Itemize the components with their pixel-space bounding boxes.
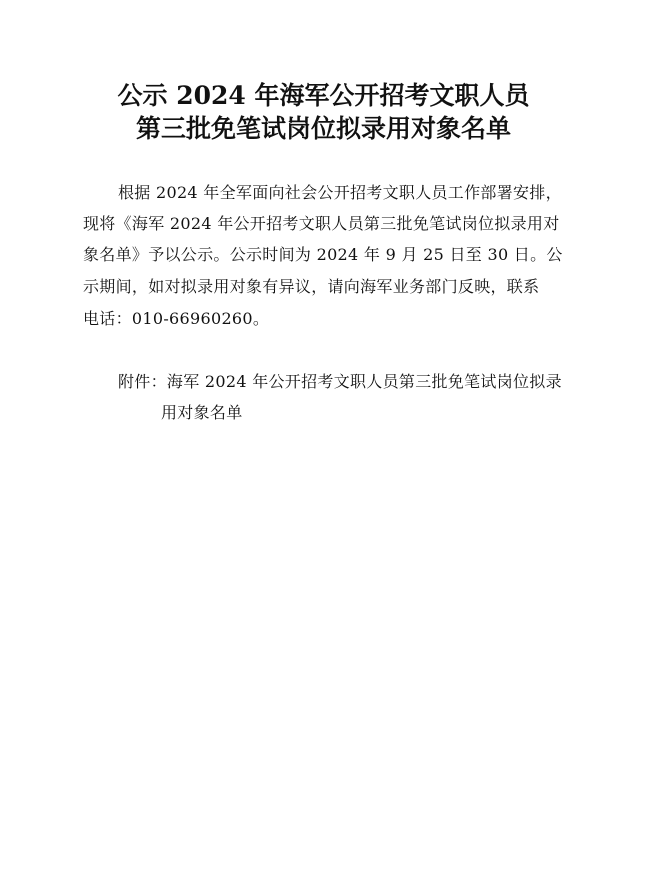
document-title-line-1: 公示 2024 年海军公开招考文职人员 [117,81,530,110]
paragraph-line-5: 电话：010-66960260。 [83,309,270,328]
paragraph-line-1: 根据 2024 年全军面向社会公开招考文职人员工作部署安排， [118,183,562,202]
attachment-line-1: 附件：海军 2024 年公开招考文职人员第三批免笔试岗位拟录 [118,372,562,391]
paragraph-line-3: 象名单》予以公示。公示时间为 2024 年 9 月 25 日至 30 日。公 [83,245,563,264]
paragraph-line-2: 现将《海军 2024 年公开招考文职人员第三批免笔试岗位拟录用对 [83,214,560,233]
paragraph-line-4: 示期间，如对拟录用对象有异议，请向海军业务部门反映，联系 [83,277,540,296]
attachment-line-2: 用对象名单 [161,403,243,422]
document-title-line-2: 第三批免笔试岗位拟录用对象名单 [135,114,511,143]
